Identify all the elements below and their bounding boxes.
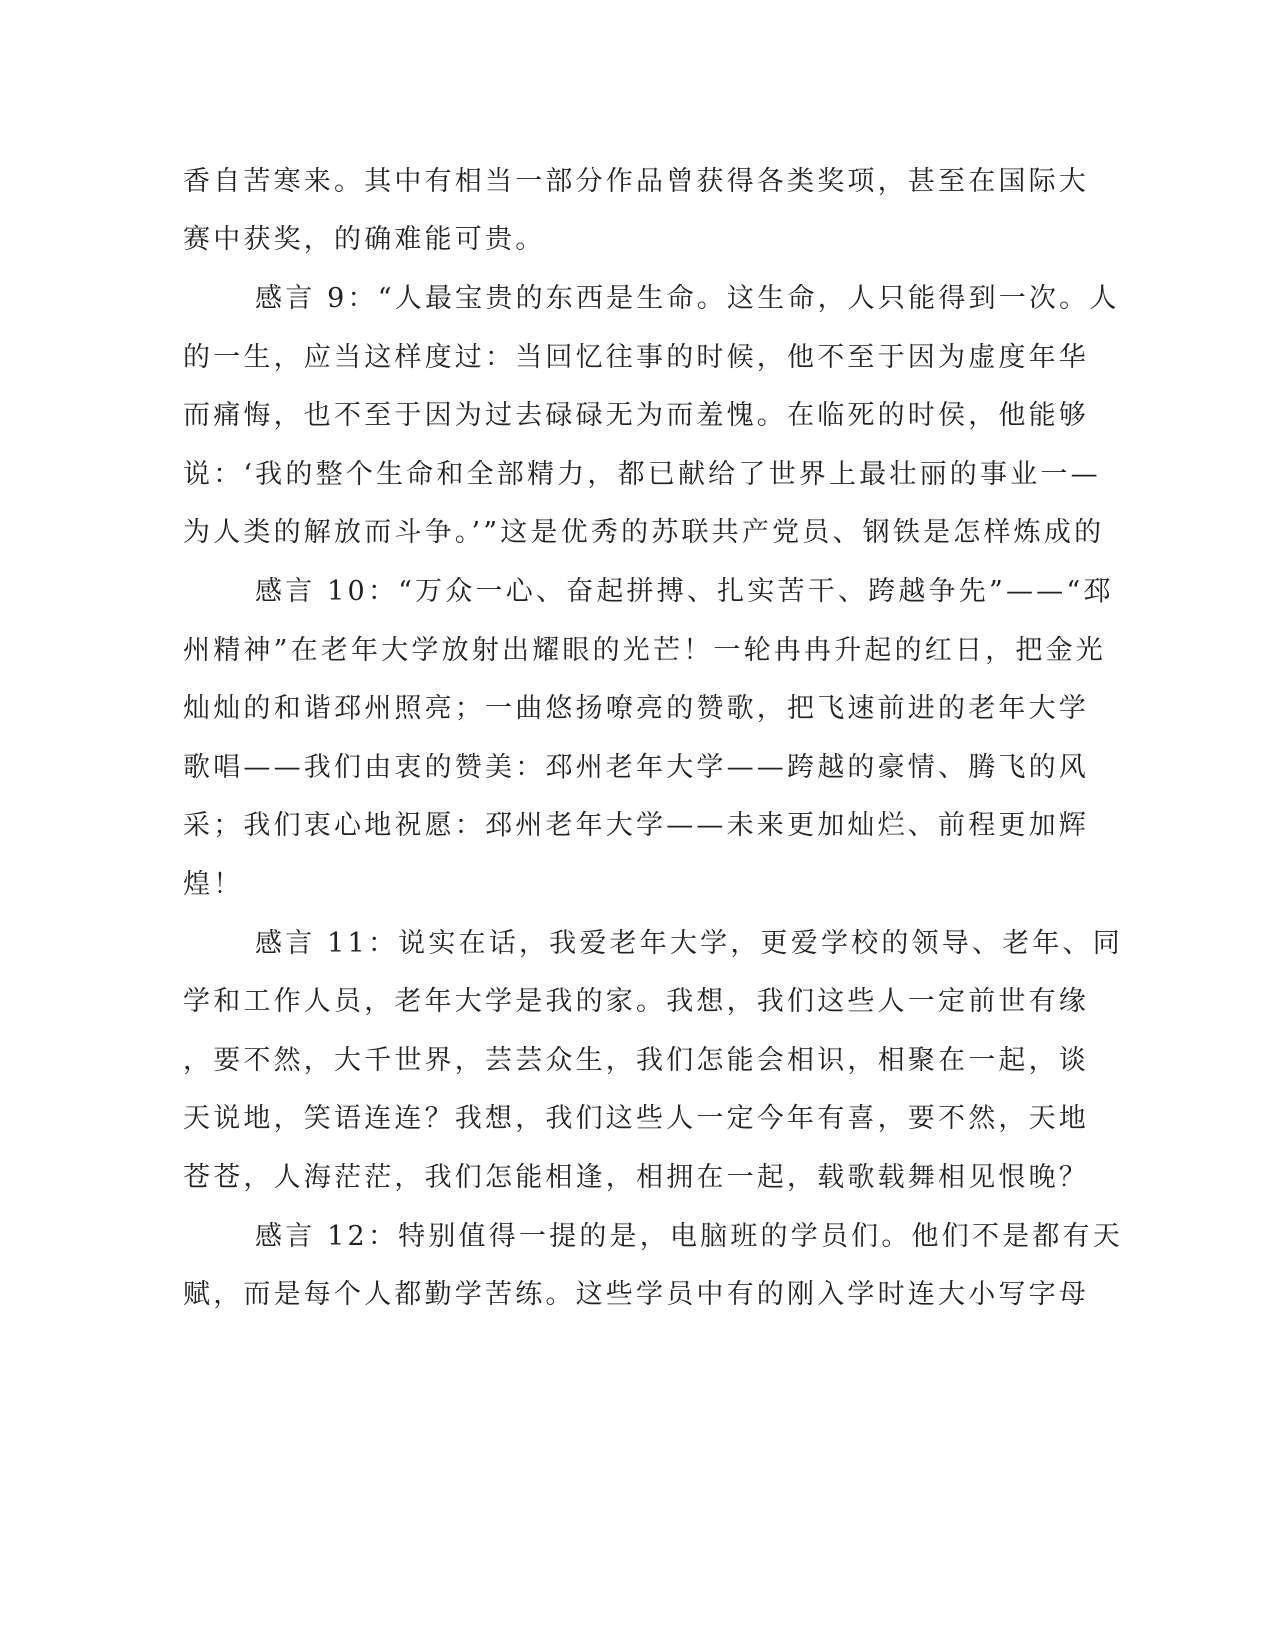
text-line: 灿灿的和谐邳州照亮；一曲悠扬嘹亮的赞歌，把飞速前进的老年大学 — [183, 693, 1089, 724]
text-line: 的一生，应当这样度过：当回忆往事的时候，他不至于因为虚度年华 — [183, 342, 1089, 373]
text-line: 为人类的解放而斗争。’”这是优秀的苏联共产党员、钢铁是怎样炼成的 — [183, 517, 1105, 548]
text-line: 采；我们衷心地祝愿：邳州老年大学——未来更加灿烂、前程更加辉 — [183, 810, 1089, 841]
text-line: 州精神”在老年大学放射出耀眼的光芒！一轮冉冉升起的红日，把金光 — [183, 635, 1107, 666]
paragraph-start-line: 感言 10：“万众一心、奋起拼搏、扎实苦干、跨越争先”——“邳 — [255, 576, 1114, 607]
text-line: 赛中获奖，的确难能可贵。 — [183, 224, 546, 255]
text-line: 而痛悔，也不至于因为过去碌碌无为而羞愧。在临死的时侯，他能够 — [183, 400, 1089, 431]
text-line: 香自苦寒来。其中有相当一部分作品曾获得各类奖项，甚至在国际大 — [183, 166, 1089, 197]
text-line: 天说地，笑语连连？我想，我们这些人一定今年有喜，要不然，天地 — [183, 1103, 1089, 1134]
text-line: 说：‘我的整个生命和全部精力，都已献给了世界上最壮丽的事业一— — [183, 459, 1101, 490]
paragraph-start-line: 感言 9：“人最宝贵的东西是生命。这生命，人只能得到一次。人 — [255, 283, 1120, 314]
text-line: 苍苍，人海茫茫，我们怎能相逢，相拥在一起，载歌载舞相见恨晚？ — [183, 1162, 1089, 1193]
text-line: 学和工作人员，老年大学是我的家。我想，我们这些人一定前世有缘 — [183, 986, 1089, 1017]
text-line: ，要不然，大千世界，芸芸众生，我们怎能会相识，相聚在一起，谈 — [183, 1045, 1089, 1076]
text-line: 煌！ — [183, 869, 244, 900]
text-line: 赋，而是每个人都勤学苦练。这些学员中有的刚入学时连大小写字母 — [183, 1279, 1089, 1310]
text-line: 歌唱——我们由衷的赞美：邳州老年大学——跨越的豪情、腾飞的风 — [183, 752, 1089, 783]
paragraph-start-line: 感言 12：特别值得一提的是，电脑班的学员们。他们不是都有天 — [255, 1221, 1123, 1252]
paragraph-start-line: 感言 11：说实在话，我爱老年大学，更爱学校的领导、老年、同 — [255, 928, 1123, 959]
